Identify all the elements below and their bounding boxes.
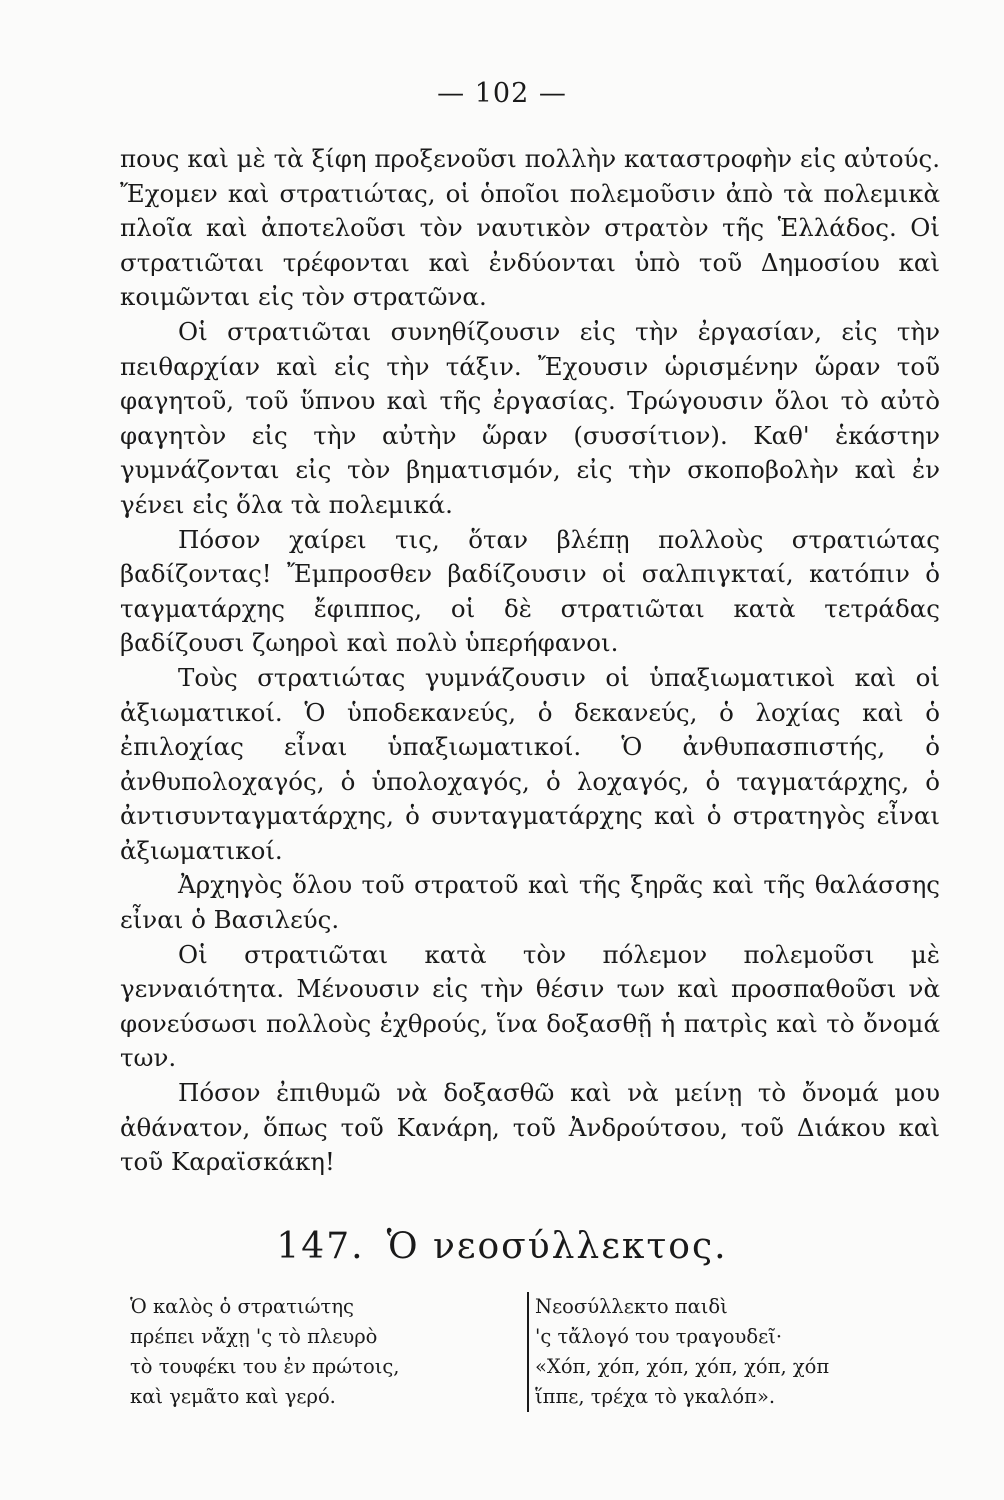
- paragraph: Οἱ στρατιῶται συνηθίζουσιν εἰς τὴν ἐργασίαν, εἰς τὴν πειθαρχίαν καὶ εἰς τὴν τάξιν. Ἔχουσιν ὡρισμένην ὥραν τοῦ φαγητοῦ, τοῦ ὕπνου καὶ τῆς ἐργασίας. Τρώγουσιν ὅλοι τὸ αὐτὸ φαγητὸν εἰς τὴν αὐτὴν ὥραν (συσσίτιον). Καθ' ἑκάστην γυμνάζονται εἰς τὸν βηματισμόν, εἰς τὴν σκοποβολὴν καὶ ἐν γένει εἰς ὅλα τὰ πολεμικά.: [120, 316, 940, 519]
- poem-left-column: [130, 1292, 500, 1412]
- paragraph: Οἱ στρατιῶται κατὰ τὸν πόλεμον πολεμοῦσι μὲ γενναιότητα. Μένουσιν εἰς τὴν θέσιν των καὶ προσπαθοῦσι νὰ φονεύσωσι πολλοὺς ἐχθρούς, ἵνα δοξασθῇ ἡ πατρὶς καὶ τὸ ὄνομά των.: [120, 939, 940, 1073]
- poem-line: καὶ γεμᾶτο καὶ γερό.: [130, 1385, 336, 1408]
- section-heading: [0, 1226, 1004, 1267]
- section-number: 147.: [276, 1226, 365, 1267]
- poem-line: πρέπει νἄχῃ 'ς τὸ πλευρὸ: [130, 1325, 378, 1348]
- poem-line: Νεοσύλλεκτο παιδὶ: [535, 1295, 728, 1318]
- paragraph: Πόσον ἐπιθυμῶ νὰ δοξασθῶ καὶ νὰ μείνῃ τὸ ὄνομά μου ἀθάνατον, ὅπως τοῦ Κανάρη, τοῦ Ἀνδρούτσου, τοῦ Διάκου καὶ τοῦ Καραϊσκάκη!: [120, 1078, 940, 1177]
- paragraph: πους καὶ μὲ τὰ ξίφη προξενοῦσι πολλὴν καταστροφὴν εἰς αὐτούς. Ἔχομεν καὶ στρατιώτας, οἱ ὁποῖοι πολεμοῦσιν ἀπὸ τὰ πολεμικὰ πλοῖα καὶ ἀποτελοῦσι τὸν ναυτικὸν στρατὸν τῆς Ἑλλάδος. Οἱ στρατιῶται τρέφονται καὶ ἐνδύονται ὑπὸ τοῦ Δημοσίου καὶ κοιμῶνται εἰς τὸν στρατῶνα.: [120, 144, 940, 312]
- paragraph: Τοὺς στρατιώτας γυμνάζουσιν οἱ ὑπαξιωματικοὶ καὶ οἱ ἀξιωματικοί. Ὁ ὑποδεκανεύς, ὁ δεκανεύς, ὁ λοχίας καὶ ὁ ἐπιλοχίας εἶναι ὑπαξιωματικοί. Ὁ ἀνθυπασπιστής, ὁ ἀνθυπολοχαγός, ὁ ὑπολοχαγός, ὁ λοχαγός, ὁ ταγματάρχης, ὁ ἀντισυνταγματάρχης, ὁ συνταγματάρχης καὶ ὁ στρατηγὸς εἶναι ἀξιωματικοί.: [120, 662, 940, 865]
- paragraph: Ἀρχηγὸς ὅλου τοῦ στρατοῦ καὶ τῆς ξηρᾶς καὶ τῆς θαλάσσης εἶναι ὁ Βασιλεύς.: [120, 870, 940, 935]
- poem-line: ἵππε, τρέχα τὸ γκαλόπ».: [535, 1385, 776, 1408]
- section-title: Ὁ νεοσύλλεκτος.: [386, 1226, 728, 1267]
- page-number: — 102 —: [437, 78, 567, 109]
- poem-line: Ὁ καλὸς ὁ στρατιώτης: [130, 1295, 354, 1318]
- poem-line: «Χόπ, χόπ, χόπ, χόπ, χόπ, χόπ: [535, 1355, 830, 1378]
- poem-line: τὸ τουφέκι του ἐν πρώτοις,: [130, 1355, 400, 1378]
- paragraph: Πόσον χαίρει τις, ὅταν βλέπῃ πολλοὺς στρατιώτας βαδίζοντας! Ἔμπροσθεν βαδίζουσιν οἱ σαλπιγκταί, κατόπιν ὁ ταγματάρχης ἔφιππος, οἱ δὲ στρατιῶται κατὰ τετράδας βαδίζουσι ζωηροὶ καὶ πολὺ ὑπερήφανοι.: [120, 524, 940, 658]
- body-text: [120, 142, 940, 1180]
- poem-line: 'ς τἄλογό του τραγουδεῖ·: [535, 1325, 783, 1348]
- poem-right-column: [527, 1292, 955, 1412]
